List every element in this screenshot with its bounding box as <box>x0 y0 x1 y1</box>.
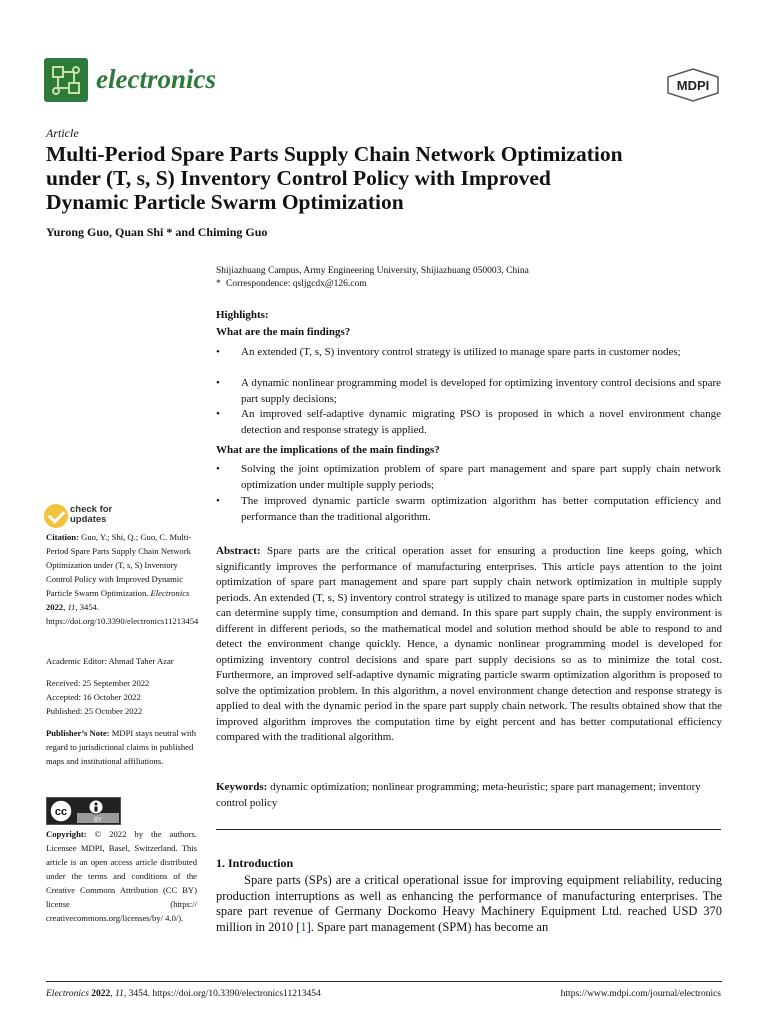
citation-year: 2022 <box>46 602 64 612</box>
mdpi-logo-text: MDPI <box>676 78 710 93</box>
publisher-note <box>46 726 198 768</box>
keywords-text: dynamic optimization; nonlinear programming; meta-heuristic; spare part management; inventory control policy <box>216 781 701 809</box>
copyright-text: © 2022 by the authors. Licensee MDPI, Basel, Switzerland. This article is an open access article distributed under the terms and conditions of the Creative Commons Attribution (CC BY) license (https:// creativecommons.org/licenses/by/ 4.0/). <box>46 829 197 923</box>
article-type: Article <box>46 126 79 140</box>
publisher-note-text: MDPI stays neutral with regard to jurisdictional claims in published maps and institutional affiliations. <box>46 728 196 766</box>
finding-text: An improved self-adaptive dynamic migrating PSO is proposed in which a novel environment change detection and response strategy is applied. <box>241 408 721 436</box>
implication-text: Solving the joint optimization problem of spare part management and spare part supply chain network optimization under multiple supply periods; <box>241 463 721 491</box>
published-date: Published: 25 October 2022 <box>46 706 143 716</box>
correspondence-text: Correspondence: qsljgcdx@126.com <box>226 279 367 289</box>
bullet-icon: • <box>216 463 220 475</box>
findings-question: What are the main findings? <box>216 326 351 338</box>
intro-text: ]. Spare part management (SPM) has become an <box>306 919 549 934</box>
publisher-note-label: Publisher’s Note: <box>46 728 110 738</box>
citation-block: Citation: Guo, Y.; Shi, Q.; Guo, C. Multi-Period Spare Parts Supply Chain Network Optimization under (T, s, S) Inventory Control Policy with Improved Dynamic Particle Swarm Optimization. Electronics 2022, 11, 3454. https://doi.org/10.3390/electronics11213454 <box>46 532 199 626</box>
accepted-date: Accepted: 16 October 2022 <box>46 692 141 702</box>
reference-link[interactable]: 1 <box>300 919 307 934</box>
cc-text: cc <box>54 806 68 818</box>
intro-text: Spare parts (SPs) are a critical operational issue for improving equipment reliability, reducing production interruptions as well as enhancing the performance of manufacturing enterprises. The spare part revenue of Germany Dockomo Heavy Machinery Equipment Ltd. reached USD 370 million in 2010 [ <box>216 873 722 934</box>
bullet-icon: • <box>216 495 220 507</box>
check-badge-icon <box>44 504 68 528</box>
intro-paragraph <box>216 873 722 935</box>
updates-label: updates <box>70 514 107 525</box>
title-line: under (T, s, S) Inventory Control Policy with Improved <box>46 166 551 190</box>
author-list: Yurong Guo, Quan Shi * and Chiming Guo <box>46 225 268 239</box>
section-heading: 1. Introduction <box>216 856 294 870</box>
affiliations <box>216 265 529 291</box>
publication-dates <box>46 676 198 718</box>
citation-text: Guo, Y.; Shi, Q.; Guo, C. Multi-Period Spare Parts Supply Chain Network Optimization under (T, s, S) Inventory Control Policy with Improved Dynamic Particle Swarm Optimization. <box>46 532 192 598</box>
footer-journal-url[interactable]: https://www.mdpi.com/journal/electronics <box>560 989 721 999</box>
abstract <box>216 544 722 746</box>
check-for-label: check for <box>70 504 113 515</box>
bullet-icon: • <box>216 346 220 358</box>
citation-journal: Electronics <box>150 588 190 598</box>
title-line: Dynamic Particle Swarm Optimization <box>46 190 404 214</box>
highlights-heading: Highlights: <box>216 309 269 321</box>
finding-item <box>216 376 721 407</box>
footer-citation: Electronics 2022, 11, 3454. https://doi.org/10.3390/electronics11213454 <box>46 989 321 999</box>
finding-item <box>216 345 721 361</box>
journal-logo-icon <box>44 58 88 102</box>
cc-by-license-icon[interactable] <box>46 797 121 825</box>
cc-by-text: BY <box>93 817 103 824</box>
bullet-icon: • <box>216 377 220 389</box>
footer-volume: 11 <box>115 989 124 999</box>
finding-text: An extended (T, s, S) inventory control strategy is utilized to manage spare parts in customer nodes; <box>241 346 681 358</box>
affiliation-text: Shijiazhuang Campus, Army Engineering University, Shijiazhuang 050003, China <box>216 266 529 276</box>
finding-text: A dynamic nonlinear programming model is developed for optimizing inventory control decisions and spare part supply decisions; <box>241 377 721 405</box>
keywords-label: Keywords: <box>216 781 268 793</box>
section-divider <box>216 829 721 830</box>
implication-item <box>216 494 721 525</box>
bullet-icon: • <box>216 408 220 420</box>
correspondence-symbol: * <box>216 279 221 289</box>
keywords <box>216 780 722 811</box>
mdpi-logo-icon <box>666 68 720 102</box>
citation-volume: 11 <box>67 602 76 612</box>
paper-title <box>46 142 736 214</box>
footer-journal: Electronics <box>46 989 89 999</box>
citation-doi[interactable]: 3454. https://doi.org/10.3390/electronics11213454 <box>46 602 199 626</box>
footer-doi[interactable]: , 3454. https://doi.org/10.3390/electronics11213454 <box>123 989 321 999</box>
citation-label: Citation: <box>46 532 79 542</box>
abstract-text: Spare parts are the critical operation asset for ensuring a production line keeps going, which significantly improves the performance of manufacturing enterprises. This article pays attention to the joint optimization of spare part management and spare part supply chain network optimization in multiple supply periods. An extended (T, s, S) inventory control strategy is utilized to manage spare parts in customer nodes which can determine supply time, consumption and demand. In this spare part supply chain, the supply environment is different in different periods, so the mathematical model and solution method should be able to respond to and detect the environment change quickly. Hence, a dynamic nonlinear programming model is developed for optimizing inventory control decisions and spare part supply decisions so as to minimize the total cost. Furthermore, an improved self-adaptive dynamic migrating particle swarm optimization algorithm is proposed to solve the optimization problem. In this algorithm, a novel environment change detection and response strategy is applied to deal with the dynamic period in the spare part supply chain network. The results obtained show that the improved algorithm improves the computation time by eight percent and has better computational efficiency compared with the traditional algorithm. <box>216 545 722 743</box>
implication-item <box>216 462 721 493</box>
implications-question: What are the implications of the main findings? <box>216 444 440 456</box>
footer-year: 2022 <box>91 989 111 999</box>
journal-name: electronics <box>96 64 216 94</box>
check-for-updates-button[interactable] <box>44 504 164 530</box>
copyright-notice <box>46 827 197 925</box>
finding-item <box>216 407 721 438</box>
abstract-label: Abstract: <box>216 545 261 557</box>
copyright-label: Copyright: <box>46 829 87 839</box>
academic-editor: Academic Editor: Ahmad Taher Azar <box>46 656 174 666</box>
implication-text: The improved dynamic particle swarm optimization algorithm has better computation efficiency and performance than the traditional algorithm. <box>241 495 721 523</box>
footer-divider <box>46 981 722 982</box>
received-date: Received: 25 September 2022 <box>46 678 150 688</box>
title-line: Multi-Period Spare Parts Supply Chain Network Optimization <box>46 142 623 166</box>
